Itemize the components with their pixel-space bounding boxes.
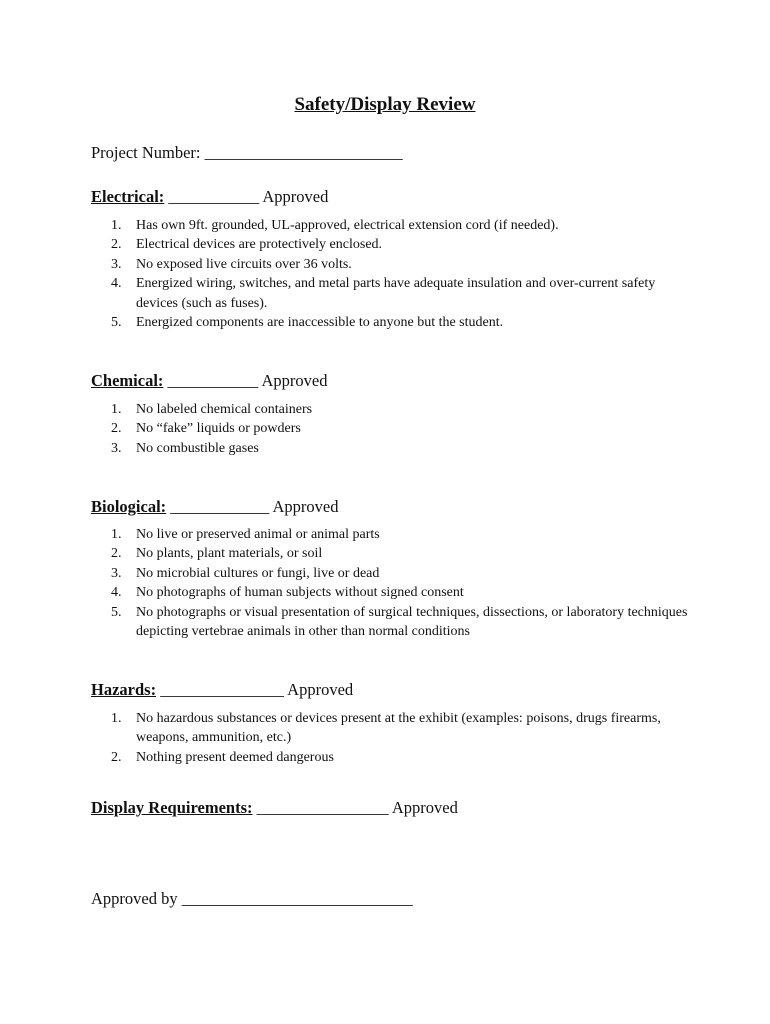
list-item: 5. Energized components are inaccessible to anyone but the student. [111,315,504,331]
section-blank: _______________ [160,680,284,699]
section-heading-label: Biological: [91,497,167,516]
display-requirements-blank: ________________ [256,798,389,817]
section-hazards-heading [91,680,353,700]
section-heading-label: Electrical: [91,187,165,206]
approved-by-line [91,889,413,909]
display-requirements-heading [91,798,458,818]
list-item: 1. No labeled chemical containers [111,402,313,417]
list-item: 2. Electrical devices are protectively enclosed. [111,237,383,253]
display-requirements-status: Approved [391,798,458,817]
project-number-blank: ________________________ [204,143,403,162]
section-hazards-list [111,709,711,767]
approved-by-label: Approved by [91,889,178,908]
section-biological-heading [91,497,339,517]
list-item: 3. No exposed live circuits over 36 volts. [111,256,352,272]
section-blank: ____________ [170,497,270,516]
list-item: 5. No photographs or visual presentation of surgical techniques, dissections, or laboratory techniques depicting vertebrae animals in other than normal conditions [111,604,688,640]
section-status: Approved [287,680,354,699]
section-electrical-list [111,216,711,332]
project-number-label: Project Number: [91,143,201,162]
section-blank: ___________ [168,187,260,206]
list-item: 1. Has own 9ft. grounded, UL-approved, electrical extension cord (if needed). [111,218,559,233]
section-heading-label: Chemical: [91,371,164,390]
list-item: 3. No combustible gases [111,440,259,456]
list-item: 1. No live or preserved animal or animal parts [111,527,380,542]
section-chemical-list [111,400,711,458]
page-title: Safety/Display Review [294,94,476,115]
list-item: 2. No plants, plant materials, or soil [111,546,323,562]
section-blank: ___________ [167,371,259,390]
section-electrical-heading [91,187,328,207]
list-item: 1. No hazardous substances or devices present at the exhibit (examples: poisons, drugs firearms, weapons, ammunition, etc.) [111,711,661,746]
list-item: 4. Energized wiring, switches, and metal parts have adequate insulation and over-current safety devices (such as fuses). [111,276,656,311]
section-status: Approved [261,371,328,390]
list-item: 2. No “fake” liquids or powders [111,421,301,437]
section-status: Approved [262,187,329,206]
list-item: 3. No microbial cultures or fungi, live or dead [111,565,380,581]
display-requirements-label: Display Requirements: [91,798,253,817]
section-heading-label: Hazards: [91,680,157,699]
project-number-line [91,143,403,163]
list-item: 4. No photographs of human subjects without signed consent [111,585,464,601]
list-item: 2. Nothing present deemed dangerous [111,749,334,765]
approved-by-blank: ____________________________ [181,889,413,908]
section-biological-list [111,525,711,641]
section-status: Approved [272,497,339,516]
section-chemical-heading [91,371,327,391]
